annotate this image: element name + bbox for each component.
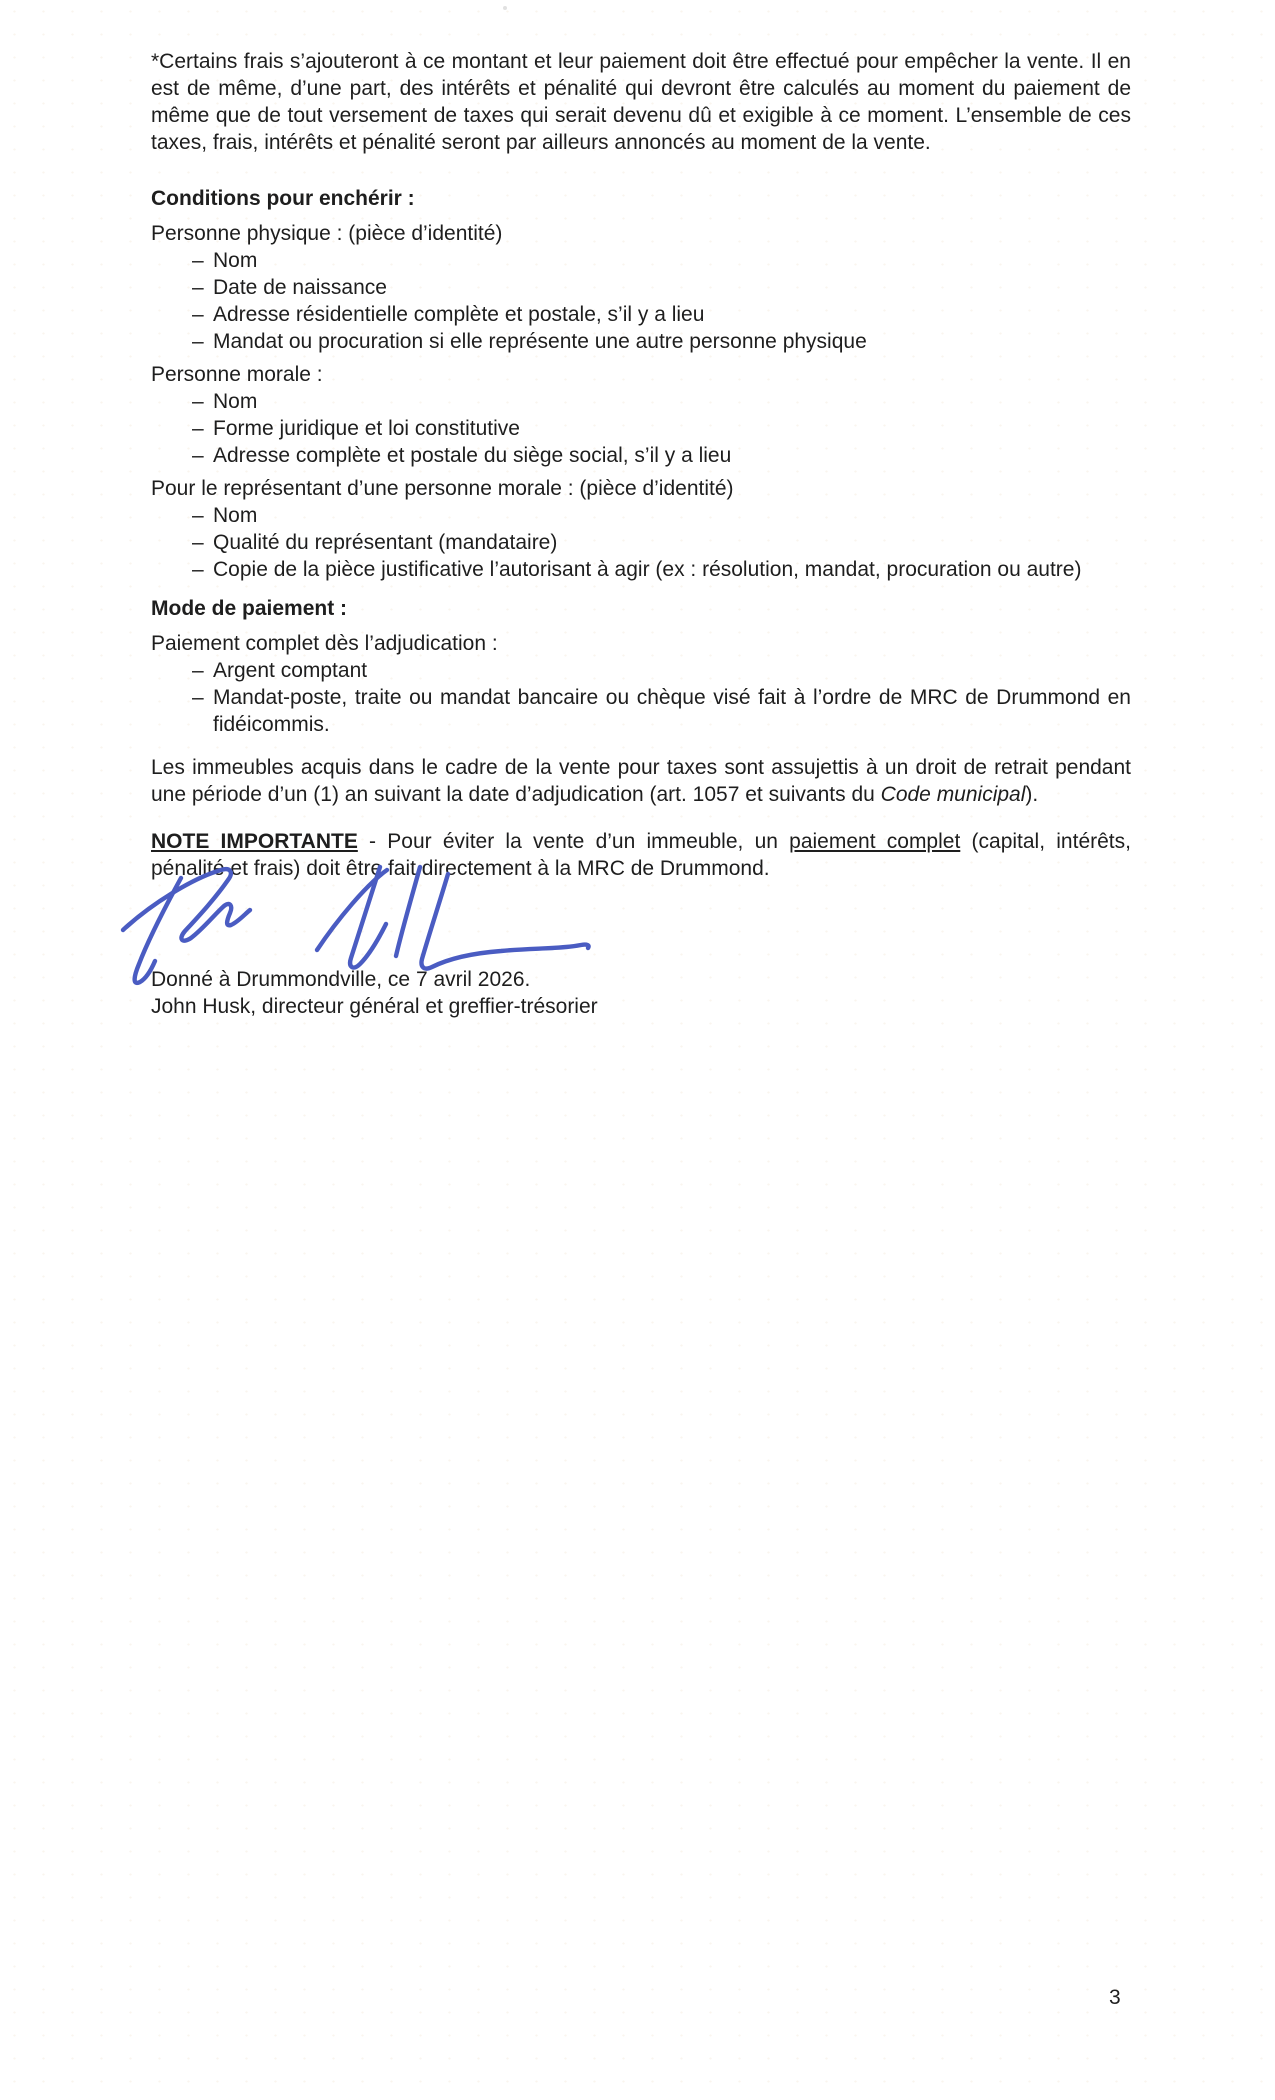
bullet-item bbox=[192, 415, 1131, 442]
scan-artifact-dot bbox=[503, 6, 507, 10]
dash-marker: – bbox=[192, 504, 204, 527]
signature-area bbox=[151, 882, 1131, 966]
dash-marker: – bbox=[192, 390, 204, 413]
retrait-paragraph bbox=[151, 754, 1131, 808]
dash-marker: – bbox=[192, 659, 204, 682]
retrait-text-before: Les immeubles acquis dans le cadre de la vente pour taxes sont assujettis à un droit de retrait pendant une période d’un (1) an suivant la date d’adjudication (art. 1057 et suivants du bbox=[151, 756, 1131, 806]
bullet-list-personne-morale bbox=[151, 388, 1131, 469]
bullet-text: Date de naissance bbox=[213, 276, 387, 299]
section-heading-payment: Mode de paiement : bbox=[151, 597, 348, 620]
bullet-item bbox=[192, 529, 1131, 556]
bullet-item bbox=[192, 388, 1131, 415]
bullet-text: Mandat-poste, traite ou mandat bancaire ou chèque visé fait à l’ordre de MRC de Drummond en fidéicommis. bbox=[213, 686, 1131, 736]
dash-marker: – bbox=[192, 330, 204, 353]
page-number: 3 bbox=[1109, 1986, 1121, 2009]
bullet-item bbox=[192, 502, 1131, 529]
bullet-text: Mandat ou procuration si elle représente une autre personne physique bbox=[213, 330, 867, 353]
payment-label: Paiement complet dès l’adjudication : bbox=[151, 632, 498, 655]
bullet-text: Nom bbox=[213, 249, 258, 272]
bullet-text: Nom bbox=[213, 504, 258, 527]
dash-marker: – bbox=[192, 444, 204, 467]
bullet-item bbox=[192, 301, 1131, 328]
intro-paragraph: *Certains frais s’ajouteront à ce montant et leur paiement doit être effectué pour empêcher la vente. Il en est de même, d’une part, des intérêts et pénalité qui devront être calculés au moment du paiement de même que de tout versement de taxes qui serait devenu dû et exigible à ce moment. L’ensemble de ces taxes, frais, intérêts et pénalité seront par ailleurs annoncés au moment de la vente. bbox=[151, 50, 1131, 154]
bullet-item bbox=[192, 657, 1131, 684]
bullet-list-representant bbox=[151, 502, 1131, 583]
dash-marker: – bbox=[192, 686, 204, 709]
bullet-item bbox=[192, 556, 1131, 583]
dash-marker: – bbox=[192, 417, 204, 440]
bullet-item bbox=[192, 247, 1131, 274]
bullet-item bbox=[192, 274, 1131, 301]
signatory-line: John Husk, directeur général et greffier-trésorier bbox=[151, 995, 598, 1018]
note-text-before: Pour éviter la vente d’un immeuble, un bbox=[387, 830, 790, 853]
place-date-line: Donné à Drummondville, ce 7 avril 2026. bbox=[151, 968, 531, 991]
dash-marker: – bbox=[192, 303, 204, 326]
dash-marker: – bbox=[192, 531, 204, 554]
bullet-item bbox=[192, 328, 1131, 355]
bullet-item bbox=[192, 442, 1131, 469]
note-title: NOTE IMPORTANTE bbox=[151, 830, 358, 853]
note-separator: - bbox=[357, 830, 388, 853]
bullet-text: Argent comptant bbox=[213, 659, 368, 682]
retrait-italic-code-municipal: Code municipal bbox=[880, 783, 1026, 806]
bullet-item bbox=[192, 684, 1131, 738]
bullet-list-personne-physique bbox=[151, 247, 1131, 355]
note-underlined-paiement-complet: paiement complet bbox=[789, 830, 961, 853]
section-heading-conditions: Conditions pour enchérir : bbox=[151, 187, 415, 210]
document-body bbox=[151, 48, 1131, 1020]
bullet-text: Copie de la pièce justificative l’autorisant à agir (ex : résolution, mandat, procuration ou autre) bbox=[213, 558, 1082, 581]
note-text-after: (capital, intérêts, pénalité et frais) doit être fait directement à la MRC de Drummond. bbox=[151, 830, 1131, 880]
dash-marker: – bbox=[192, 276, 204, 299]
bullet-text: Forme juridique et loi constitutive bbox=[213, 417, 520, 440]
group-label-personne-morale: Personne morale : bbox=[151, 363, 323, 386]
bullet-text: Nom bbox=[213, 390, 258, 413]
retrait-text-after: ). bbox=[1025, 783, 1039, 806]
bullet-text: Adresse complète et postale du siège social, s’il y a lieu bbox=[213, 444, 732, 467]
dash-marker: – bbox=[192, 558, 204, 581]
bullet-text: Qualité du représentant (mandataire) bbox=[213, 531, 558, 554]
dash-marker: – bbox=[192, 249, 204, 272]
handwritten-signature-icon bbox=[117, 864, 603, 988]
group-label-representant: Pour le représentant d’une personne morale : (pièce d’identité) bbox=[151, 477, 734, 500]
group-label-personne-physique: Personne physique : (pièce d’identité) bbox=[151, 222, 503, 245]
bullet-text: Adresse résidentielle complète et postale, s’il y a lieu bbox=[213, 303, 705, 326]
bullet-list-payment bbox=[151, 657, 1131, 738]
